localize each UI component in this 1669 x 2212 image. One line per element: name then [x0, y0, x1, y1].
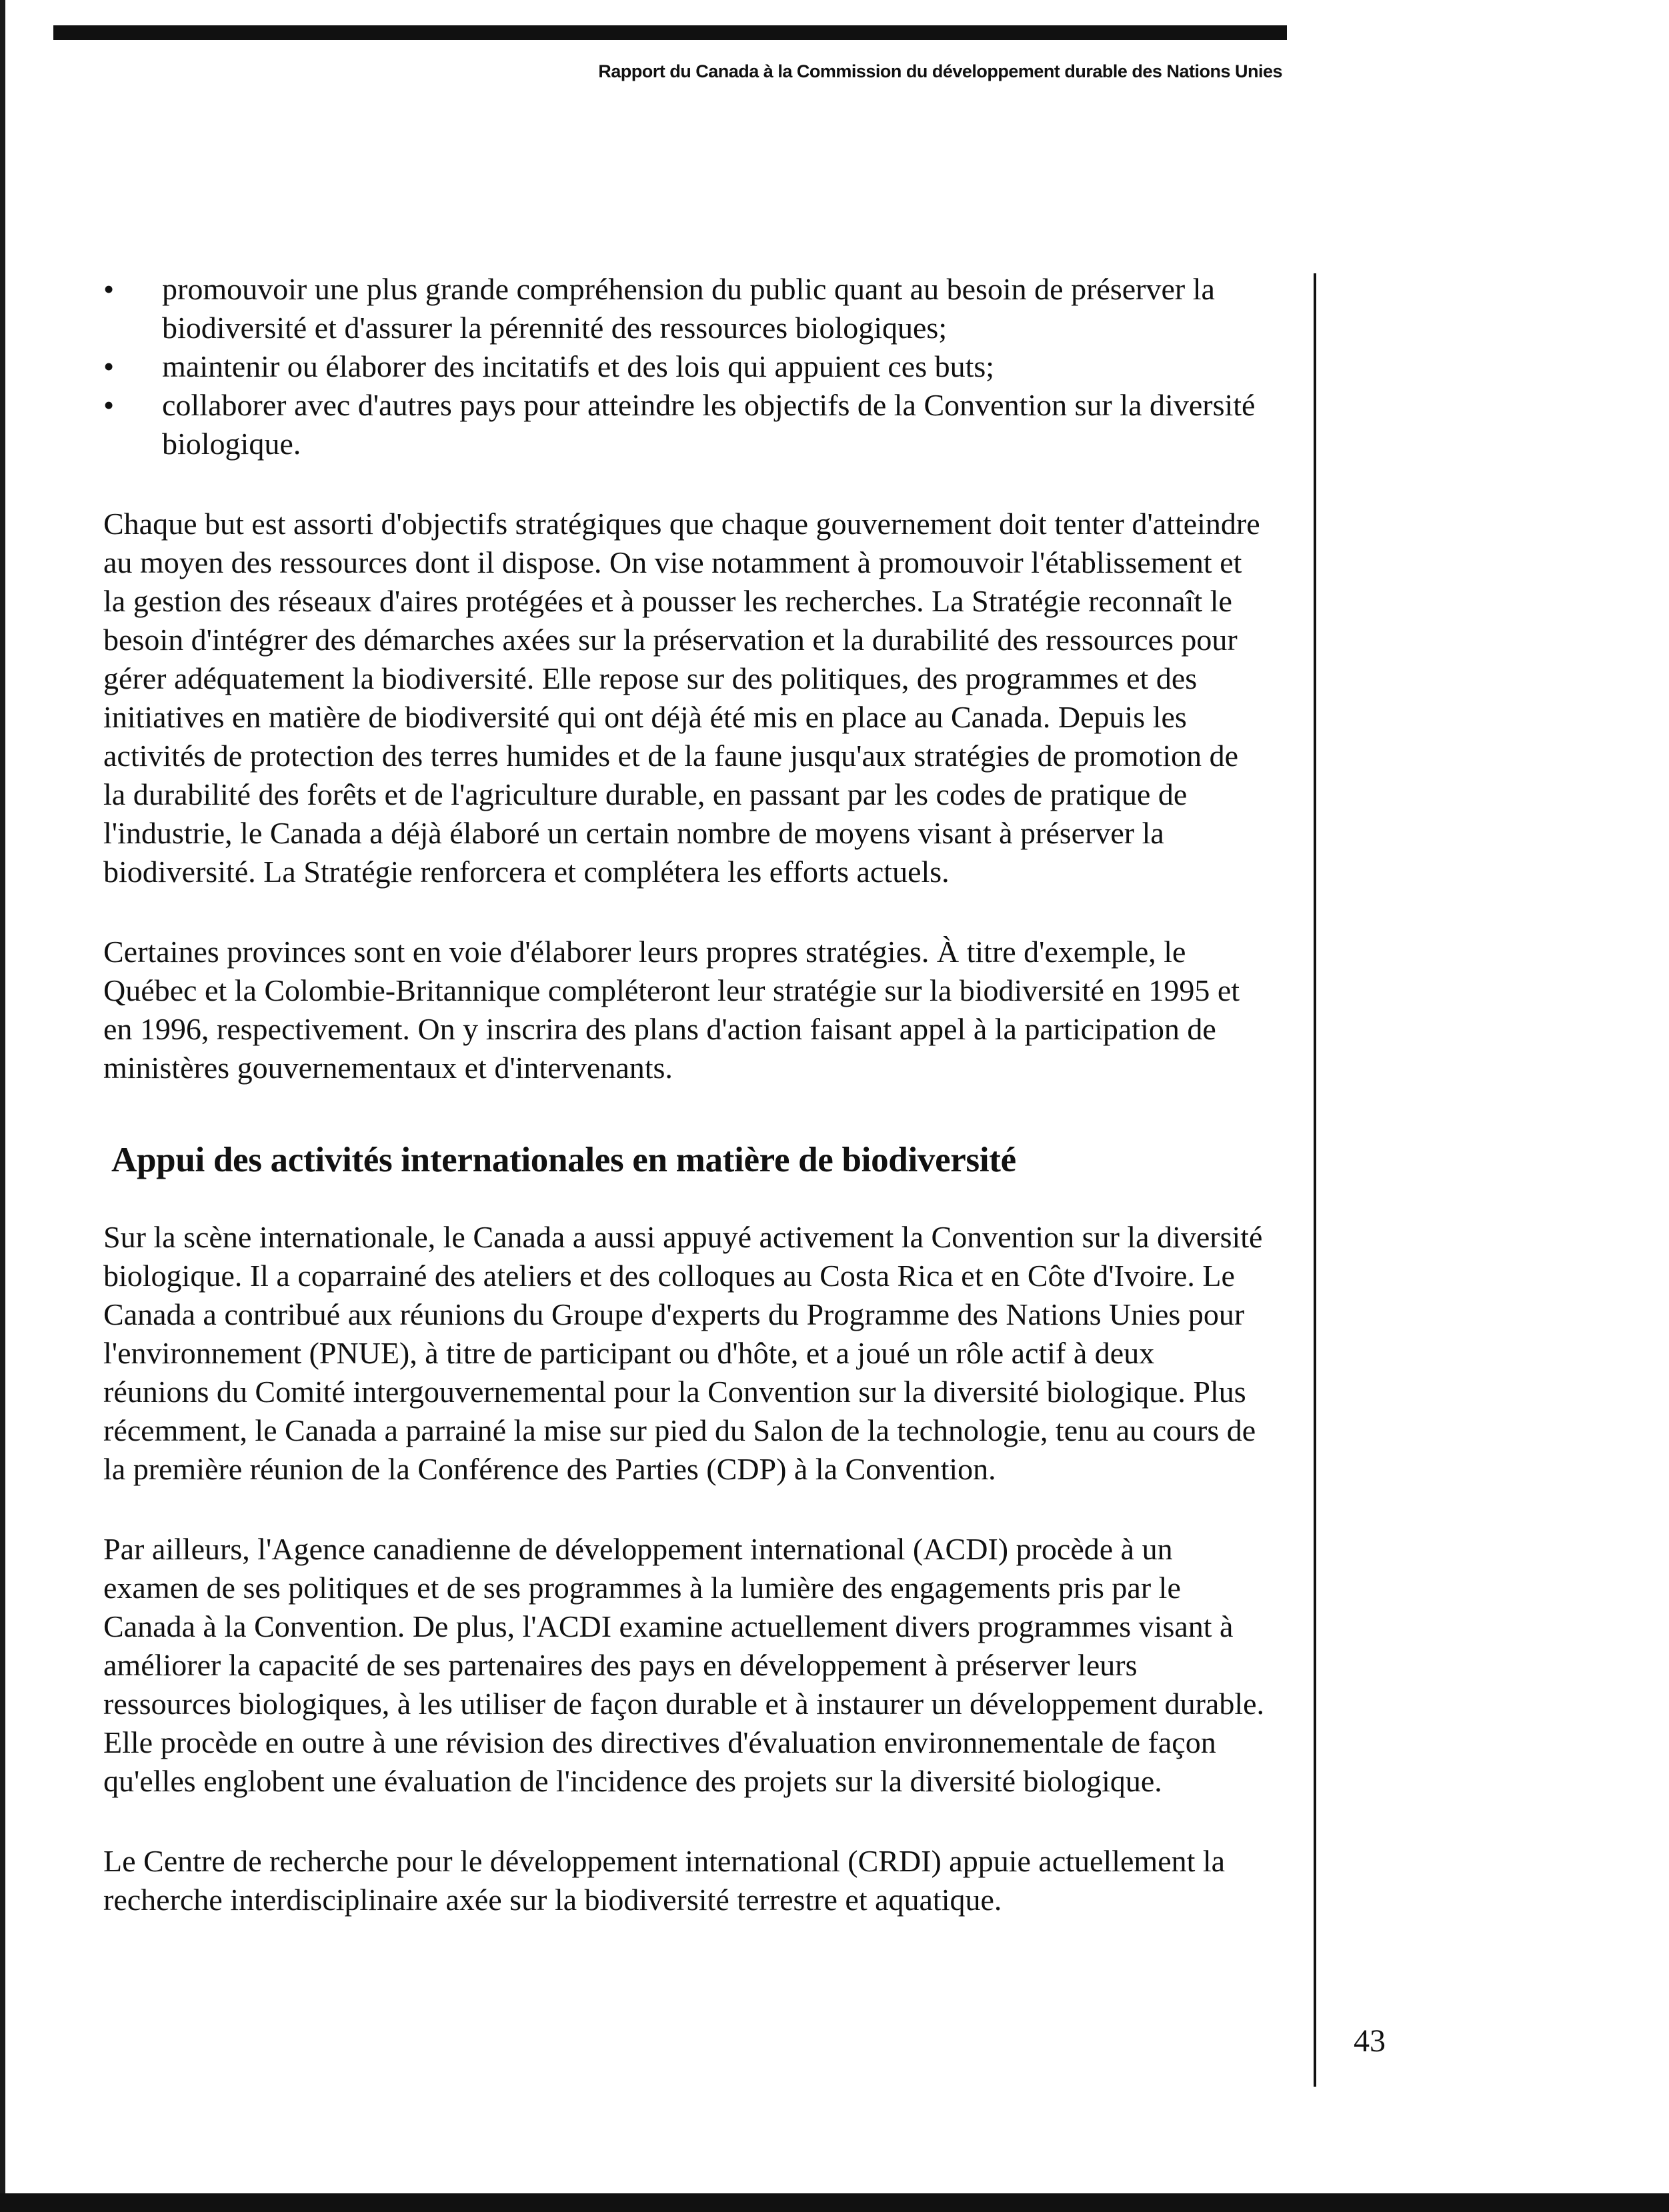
bullet-text: maintenir ou élaborer des incitatifs et des lois qui appuient ces buts;	[162, 349, 995, 383]
section-heading: Appui des activités internationales en matière de biodiversité	[111, 1141, 1016, 1179]
bullet-text: promouvoir une plus grande compréhension du public quant au besoin de préserver la biodiversité et d'assurer la pérennité des ressources biologiques;	[162, 272, 1215, 345]
margin-rule	[1314, 273, 1316, 2087]
paragraph-acdi: Par ailleurs, l'Agence canadienne de développement international (ACDI) procède à un examen de ses politiques et de ses programmes à la lumière des engagements pris par le Canada à la Convention. De plus, l'ACDI examine actuellement divers programmes visant à améliorer la capacité de ses partenaires des pays en développement à préserver leurs ressources biologiques, à les utiliser de façon durable et à instaurer un développement durable. Elle procède en outre à une révision des directives d'évaluation environnementale de façon qu'elles englobent une évaluation de l'incidence des projets sur la diversité biologique.	[103, 1532, 1265, 1798]
bullet-dot-icon: •	[103, 272, 115, 306]
bullet-item	[103, 386, 1267, 463]
page-body	[103, 270, 1267, 1919]
left-page-edge	[0, 0, 5, 2212]
page-number: 43	[1354, 2023, 1386, 2059]
bullet-dot-icon: •	[103, 349, 115, 383]
paragraph-provincial-strategies: Certaines provinces sont en voie d'élaborer leurs propres stratégies. À titre d'exemple, le Québec et la Colombie-Britannique compléteront leur stratégie sur la biodiversité en 1995 et en 1996, respectivement. On y inscrira des plans d'action faisant appel à la participation de ministères gouvernementaux et d'intervenants.	[103, 935, 1240, 1085]
bullet-dot-icon: •	[103, 388, 115, 422]
bullet-text: collaborer avec d'autres pays pour atteindre les objectifs de la Convention sur la diversité biologique.	[162, 388, 1256, 461]
paragraph-international-support: Sur la scène internationale, le Canada a aussi appuyé activement la Convention sur la diversité biologique. Il a coparrainé des ateliers et des colloques au Costa Rica et en Côte d'Ivoire. Le Canada a contribué aux réunions du Groupe d'experts du Programme des Nations Unies pour l'environnement (PNUE), à titre de participant ou d'hôte, et a joué un rôle actif à deux réunions du Comité intergouvernemental pour la Convention sur la diversité biologique. Plus récemment, le Canada a parrainé la mise sur pied du Salon de la technologie, tenu au cours de la première réunion de la Conférence des Parties (CDP) à la Convention.	[103, 1220, 1263, 1486]
running-header: Rapport du Canada à la Commission du développement durable des Nations Unies	[598, 61, 1282, 81]
paragraph-crdi: Le Centre de recherche pour le développement international (CRDI) appuie actuellement la recherche interdisciplinaire axée sur la biodiversité terrestre et aquatique.	[103, 1844, 1226, 1917]
header-rule	[53, 25, 1287, 40]
bottom-page-edge	[0, 2193, 1669, 2212]
bullet-list	[103, 270, 1267, 463]
bullet-item	[103, 347, 1267, 386]
bullet-item	[103, 270, 1267, 347]
paragraph-strategy-goals: Chaque but est assorti d'objectifs stratégiques que chaque gouvernement doit tenter d'atteindre au moyen des ressources dont il dispose. On vise notamment à promouvoir l'établissement et la gestion des réseaux d'aires protégées et à pousser les recherches. La Stratégie reconnaît le besoin d'intégrer des démarches axées sur la préservation et la durabilité des ressources pour gérer adéquatement la biodiversité. Elle repose sur des politiques, des programmes et des initiatives en matière de biodiversité qui ont déjà été mis en place au Canada. Depuis les activités de protection des terres humides et de la faune jusqu'aux stratégies de promotion de la durabilité des forêts et de l'agriculture durable, en passant par les codes de pratique de l'industrie, le Canada a déjà élaboré un certain nombre de moyens visant à préserver la biodiversité. La Stratégie renforcera et complétera les efforts actuels.	[103, 507, 1260, 889]
